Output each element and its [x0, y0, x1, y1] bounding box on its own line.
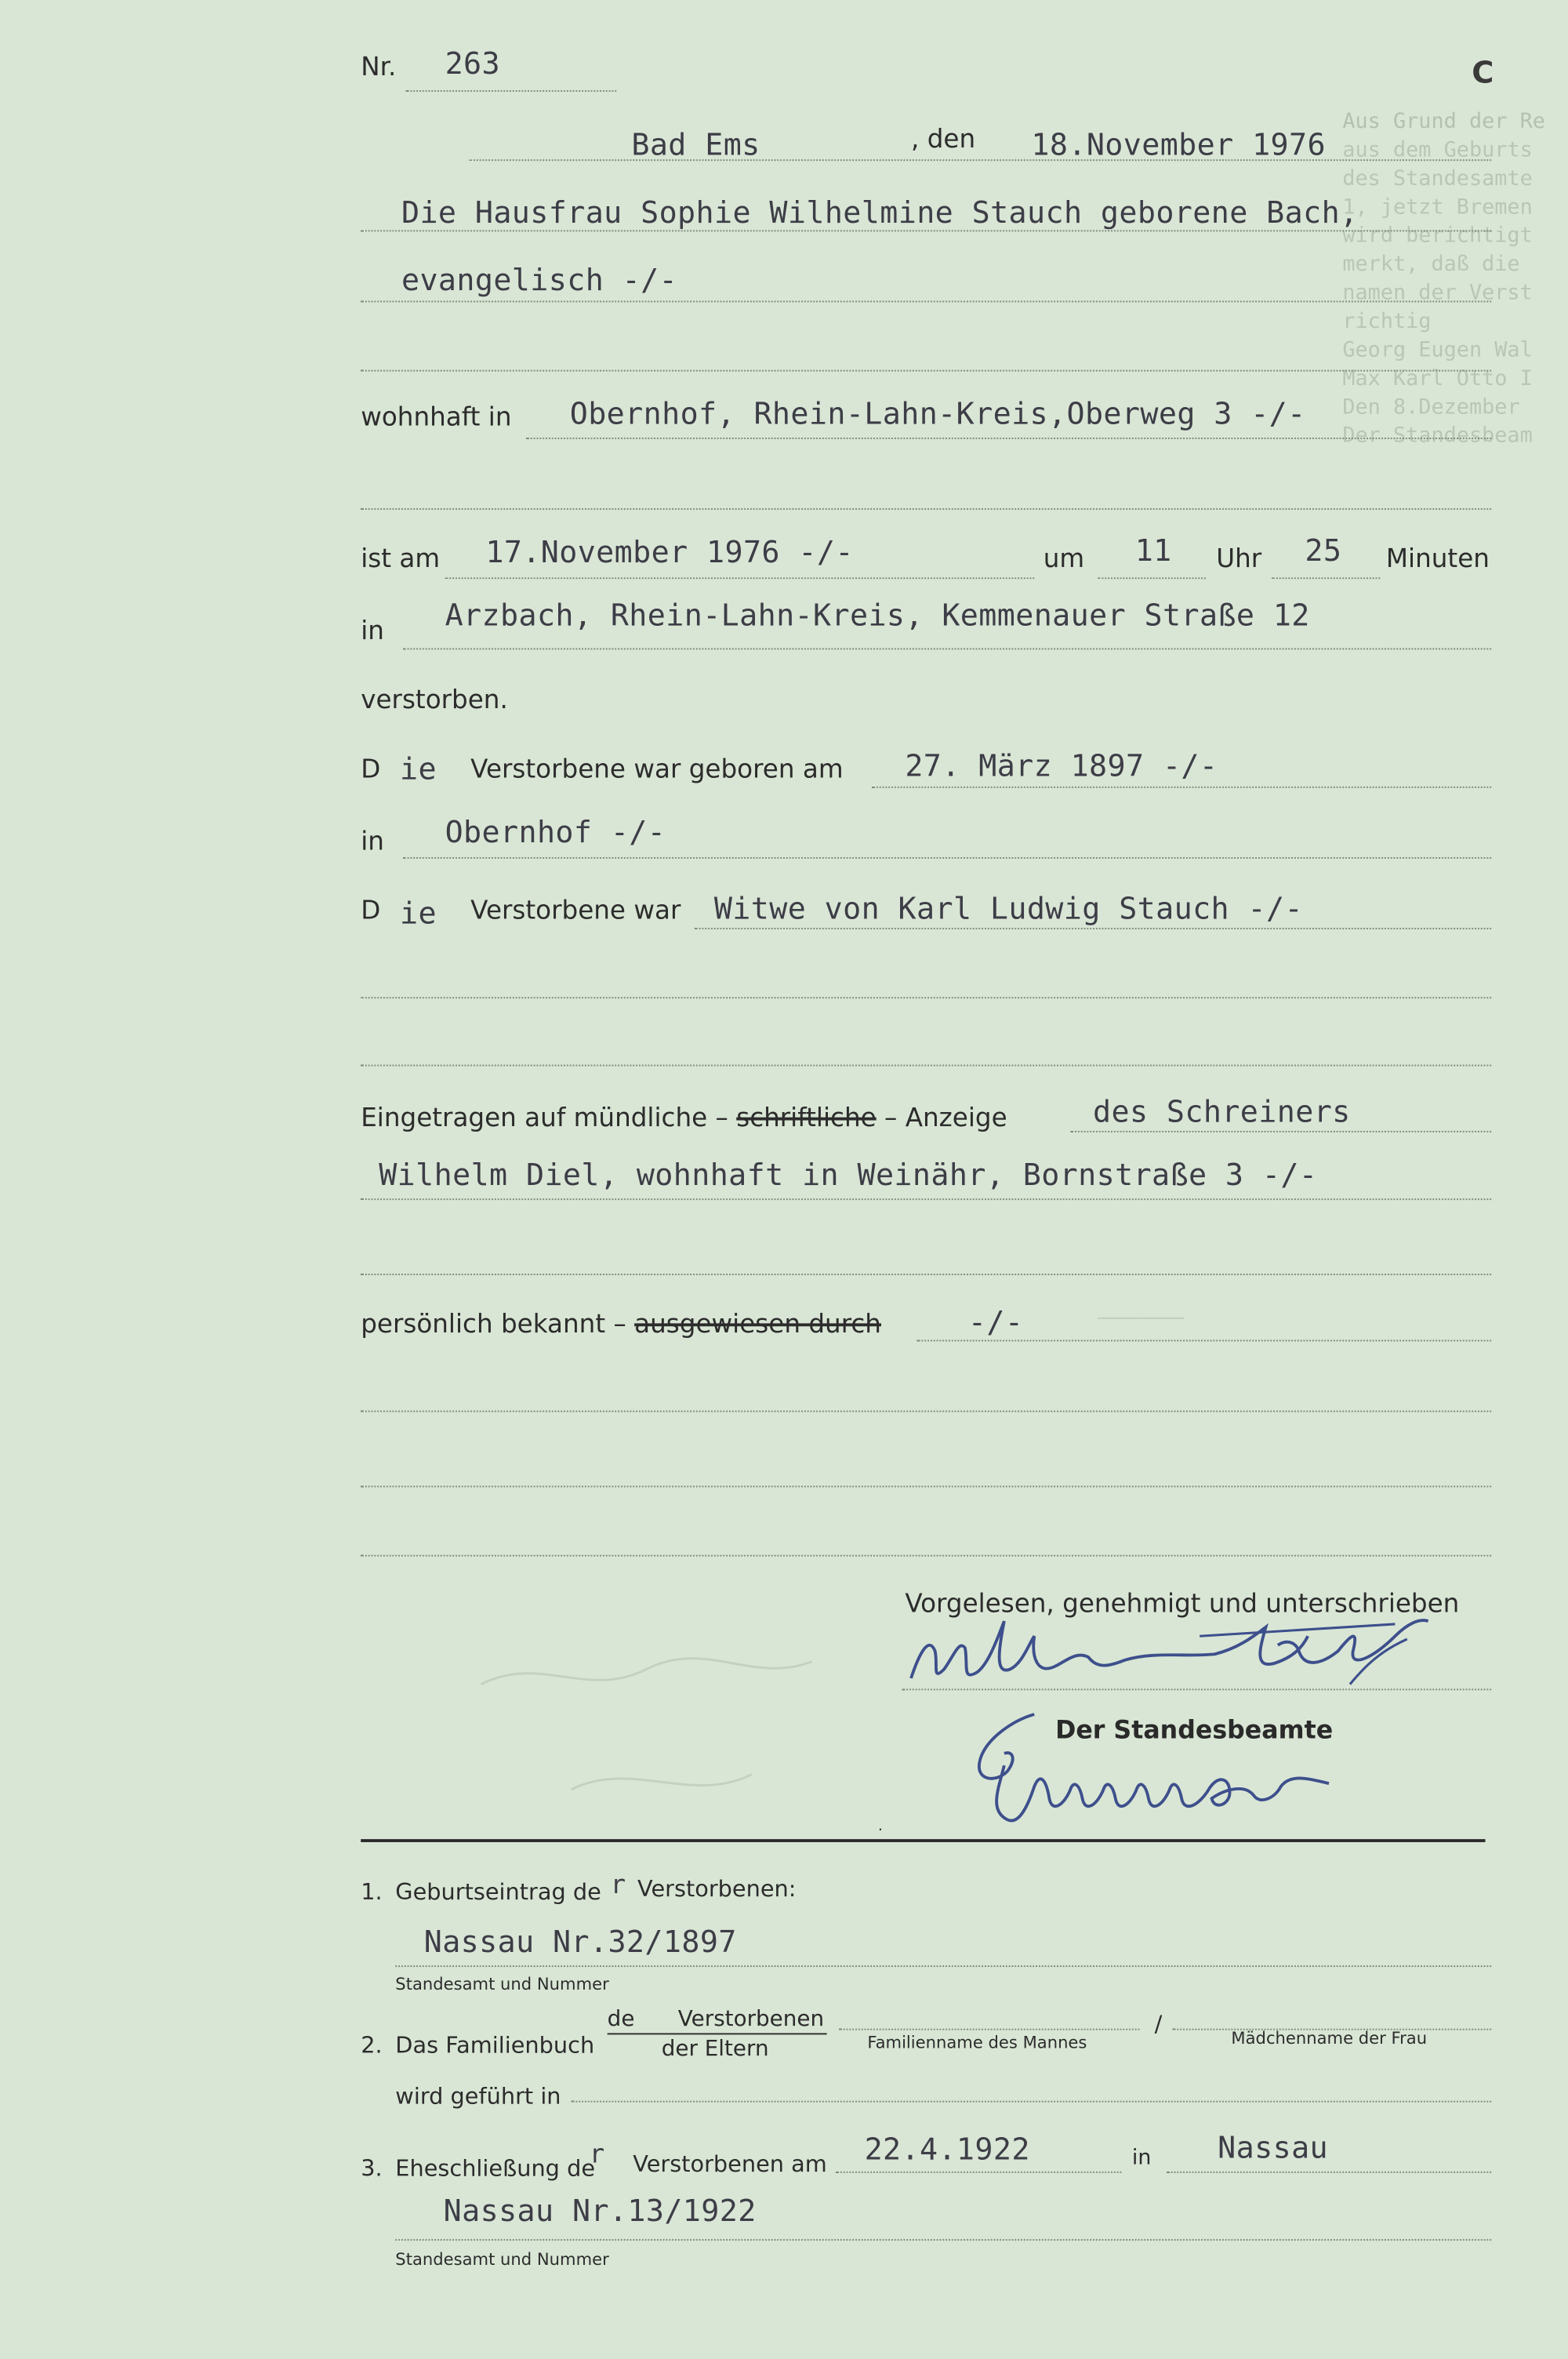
entry-number: 263: [445, 45, 501, 82]
verstorben-label: verstorben.: [361, 685, 508, 716]
deceased-line-1: Die Hausfrau Sophie Wilhelmine Stauch geborene Bach,: [401, 194, 1359, 231]
registrar-signature: [959, 1705, 1350, 1834]
notice-informant-b: Wilhelm Diel, wohnhaft in Weinähr, Bornstraße 3 -/-: [379, 1156, 1318, 1193]
item2-label: Das Familienbuch: [395, 2031, 595, 2059]
item1-num: 1.: [361, 1877, 383, 1906]
residence-label: wohnhaft in: [361, 402, 512, 434]
marital-value: Witwe von Karl Ludwig Stauch -/-: [713, 890, 1303, 927]
marital-d-label: D: [361, 896, 381, 927]
death-date: 17.November 1976 -/-: [485, 533, 854, 570]
registry-date: 18.November 1976: [1031, 126, 1326, 163]
death-in-label: in: [361, 616, 384, 647]
death-minutes: 25: [1305, 532, 1342, 569]
item3-r: r: [589, 2139, 605, 2170]
birth-text: Verstorbene war geboren am: [470, 754, 844, 785]
marital-ie: ie: [400, 894, 437, 931]
birth-entry-value: Nassau Nr.32/1897: [423, 1923, 737, 1960]
death-register-page: Aus Grund der Re aus dem Geburts des Standesamte 1, jetzt Bremen wird berichtigt merkt, daß die namen der Verst richtig Georg Eugen Wal Max Karl Otto I Den 8.Dezember Der Standesbeam Nr. 263 C Bad Ems , den 18.November 1976 Die Hausfrau Sophie Wilhelmine Stauch geborene Bach, evangelisch -/- wohnhaft in Obernhof, Rhein-Lahn-Kreis,Oberweg 3 -/- ist am 17.November 1976 -/- um 11 Uhr 25 Minuten in Arzbach, Rhein-Lahn-Kreis, Kemmenauer Straße 12 verstorben. D ie Verstorbene war geboren am 27. März 1897 -/- in Obernhof -/- D ie Verstorbene war Witwe von Karl Ludwig Stauch -/- Eingetragen auf mündliche – schriftliche – Anzeige des Schreiners Wilhelm Diel, wohnhaft in Weinähr, Bornstraße 3 -/- persönlich bekannt – ausgewiesen durch -/- –––––– Vorgelesen, genehmigt und unterschrieben Der Standesbeamte · 1. Geburtseintrag de r Verstorbenen: Nassau Nr.32/1897 Standesamt und Nummer 2. Das Familienbuch de Verstorbenen der Eltern / Familienname des Mannes Mädchenname der Frau wird geführt in 3. Eheschließung de r Verstorbenen am 22.4.1922 in Nassau Nassau Nr.13/1922 Standesamt und Nummer: [0, 0, 1568, 2358]
item2-slash: /: [1154, 2010, 1163, 2038]
birth-place: Obernhof -/-: [445, 813, 666, 850]
identity-struck-option: ausgewiesen durch: [634, 1310, 881, 1340]
item2-wird: wird geführt in: [395, 2082, 561, 2110]
nr-line: [406, 90, 616, 92]
notice-label: Eingetragen auf mündliche – schriftliche – Anzeige: [361, 1103, 1007, 1134]
read-approved-label: Vorgelesen, genehmigt und unterschrieben: [905, 1589, 1460, 1620]
notice-informant-a: des Schreiners: [1093, 1093, 1351, 1130]
registry-place: Bad Ems: [631, 126, 760, 163]
item2-de: de: [607, 2007, 635, 2032]
item1-label-b: Verstorbenen:: [637, 1875, 797, 1903]
birth-date: 27. März 1897 -/-: [905, 747, 1218, 784]
item3-in: in: [1131, 2146, 1152, 2170]
ghost-text-left-margin: Aus Grund der Re: [1342, 109, 1545, 134]
death-place: Arzbach, Rhein-Lahn-Kreis, Kemmenauer Straße 12: [445, 597, 1310, 634]
item3-caption: Standesamt und Nummer: [395, 2249, 609, 2270]
birth-d-label: D: [361, 754, 381, 785]
registrar-label: Der Standesbeamte: [1055, 1715, 1334, 1745]
corner-letter: C: [1472, 54, 1494, 91]
place-date-line: [469, 159, 1491, 161]
notice-struck-option: schriftliche: [736, 1103, 877, 1134]
item2-verstorbenen: Verstorbenen: [677, 2007, 825, 2032]
um-label: um: [1043, 544, 1085, 575]
birth-ie: ie: [400, 750, 437, 787]
identity-label: persönlich bekannt – ausgewiesen durch: [361, 1310, 881, 1340]
residence-value: Obernhof, Rhein-Lahn-Kreis,Oberweg 3 -/-: [569, 395, 1306, 432]
item1-label-a: Geburtseintrag de: [395, 1877, 601, 1906]
item3-label-a: Eheschließung de: [395, 2154, 596, 2183]
item1-r: r: [610, 1870, 626, 1901]
birth-in-label: in: [361, 827, 384, 857]
item2-woman-caption: Mädchenname der Frau: [1231, 2028, 1428, 2048]
informant-signature: [899, 1591, 1440, 1711]
marriage-date: 22.4.1922: [864, 2131, 1030, 2168]
nr-label: Nr.: [361, 53, 397, 83]
ist-am-label: ist am: [361, 544, 441, 575]
minuten-label: Minuten: [1385, 544, 1490, 575]
item2-eltern: der Eltern: [661, 2037, 769, 2062]
item2-num: 2.: [361, 2031, 383, 2059]
marriage-place: Nassau: [1218, 2129, 1329, 2166]
deceased-line-2: evangelisch -/-: [401, 261, 678, 298]
footer-separator: [361, 1839, 1485, 1842]
item3-label-b: Verstorbenen am: [633, 2150, 827, 2178]
den-label: , den: [911, 125, 976, 155]
death-hour: 11: [1134, 532, 1172, 569]
uhr-label: Uhr: [1216, 544, 1262, 575]
identity-value: -/-: [967, 1303, 1024, 1340]
marital-text: Verstorbene war: [470, 896, 681, 927]
marriage-entry-value: Nassau Nr.13/1922: [443, 2192, 757, 2229]
item1-caption: Standesamt und Nummer: [395, 1974, 609, 1994]
item2-fraction-bar: [608, 2033, 827, 2034]
item3-num: 3.: [361, 2154, 383, 2183]
item2-man-caption: Familienname des Mannes: [867, 2033, 1087, 2053]
